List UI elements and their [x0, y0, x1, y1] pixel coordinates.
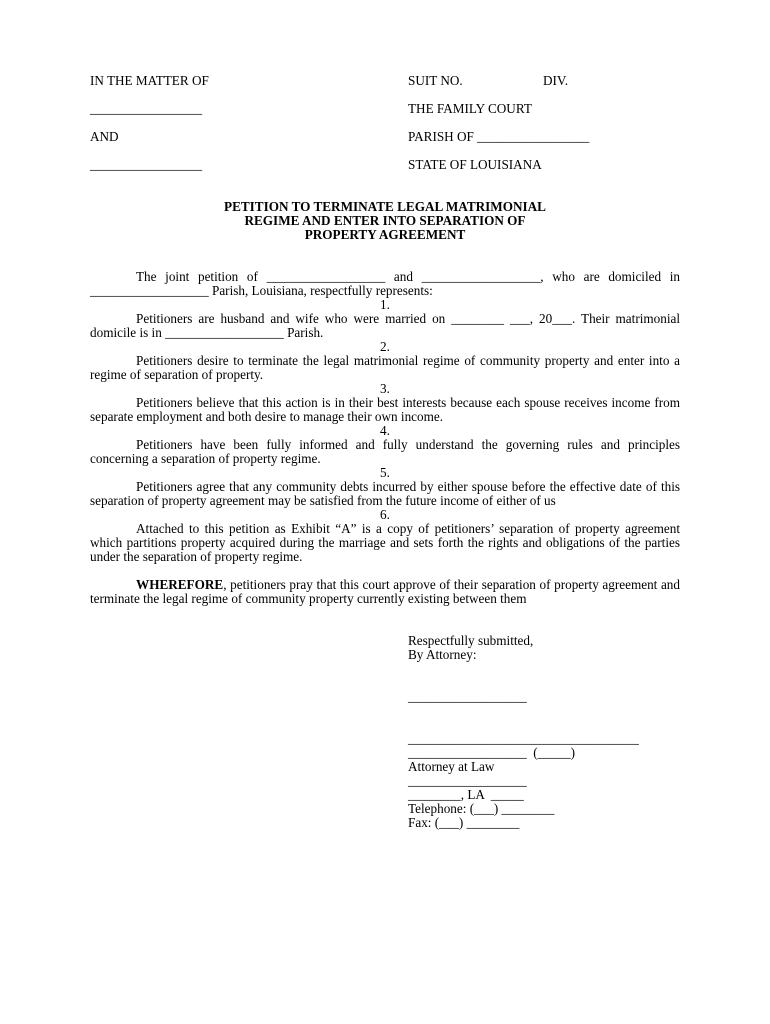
suit-no-label: SUIT NO.	[408, 73, 463, 88]
matter-label: IN THE MATTER OF	[90, 73, 209, 88]
paragraph-number: 3.	[380, 381, 390, 396]
paragraph-text: Petitioners have been fully informed and fully understand the governing rules and principles concerning a separation of property regime.	[90, 437, 680, 466]
state-label: STATE OF LOUISIANA	[408, 157, 542, 172]
title-line-3: PROPERTY AGREEMENT	[304, 227, 466, 242]
city-state-zip: ________, LA _____	[408, 787, 524, 802]
telephone-line: Telephone: (___) ________	[408, 801, 555, 816]
paragraph-number: 1.	[380, 297, 390, 312]
and-label: AND	[90, 129, 119, 144]
paragraph-text: Petitioners desire to terminate the legal matrimonial regime of community property and enter into a regime of separation of property.	[90, 353, 680, 382]
wherefore-paragraph	[90, 578, 680, 606]
paragraph-text: Petitioners believe that this action is in their best interests because each spouse receives income from separate employment and both desire to manage their own income.	[90, 395, 680, 424]
paragraph-number: 5.	[380, 465, 390, 480]
court-name: THE FAMILY COURT	[408, 101, 532, 116]
parish-line: PARISH OF _________________	[408, 129, 590, 144]
party-two-blank: _________________	[90, 157, 203, 172]
paragraph-number: 2.	[380, 339, 390, 354]
paragraph-text: Petitioners agree that any community debts incurred by either spouse before the effective date of this separation of property agreement may be satisfied from the future income of either of us	[90, 479, 680, 508]
by-attorney: By Attorney:	[408, 647, 477, 662]
wherefore-text: , petitioners pray that this court approve of their separation of property agreement and terminate the legal regime of community property currently existing between them	[90, 577, 680, 606]
title-line-1: PETITION TO TERMINATE LEGAL MATRIMONIAL	[224, 199, 546, 214]
party-one-blank: _________________	[90, 101, 203, 116]
petition-body	[90, 270, 680, 606]
long-signature-line: ___________________________________	[408, 731, 639, 746]
paragraph-number: 6.	[380, 507, 390, 522]
respectfully-submitted: Respectfully submitted,	[408, 633, 534, 648]
address-line: __________________	[408, 773, 527, 788]
attorney-name-bar-line: __________________ (_____)	[408, 745, 576, 760]
document-title	[90, 200, 680, 242]
paragraph-number: 4.	[380, 423, 390, 438]
paragraph-text: Petitioners are husband and wife who were married on ________ ___, 20___. Their matrimonial domicile is in __________________ Parish.	[90, 311, 680, 340]
signature-line: __________________	[408, 689, 527, 704]
title-line-2: REGIME AND ENTER INTO SEPARATION OF	[244, 213, 526, 228]
paragraph-text: Attached to this petition as Exhibit “A” is a copy of petitioners’ separation of property agreement which partitions property acquired during the marriage and sets forth the rights and obligations of the parties under the separation of property regime.	[90, 521, 680, 564]
fax-line: Fax: (___) ________	[408, 815, 520, 830]
attorney-at-law: Attorney at Law	[408, 759, 495, 774]
wherefore-label: WHEREFORE	[136, 577, 224, 592]
div-label: DIV.	[543, 73, 569, 88]
intro-paragraph: The joint petition of __________________ and __________________, who are domiciled in __________________ Parish, Louisiana, respectfully represents:	[90, 269, 680, 298]
attorney-info	[408, 732, 639, 830]
signature-block	[408, 634, 533, 662]
